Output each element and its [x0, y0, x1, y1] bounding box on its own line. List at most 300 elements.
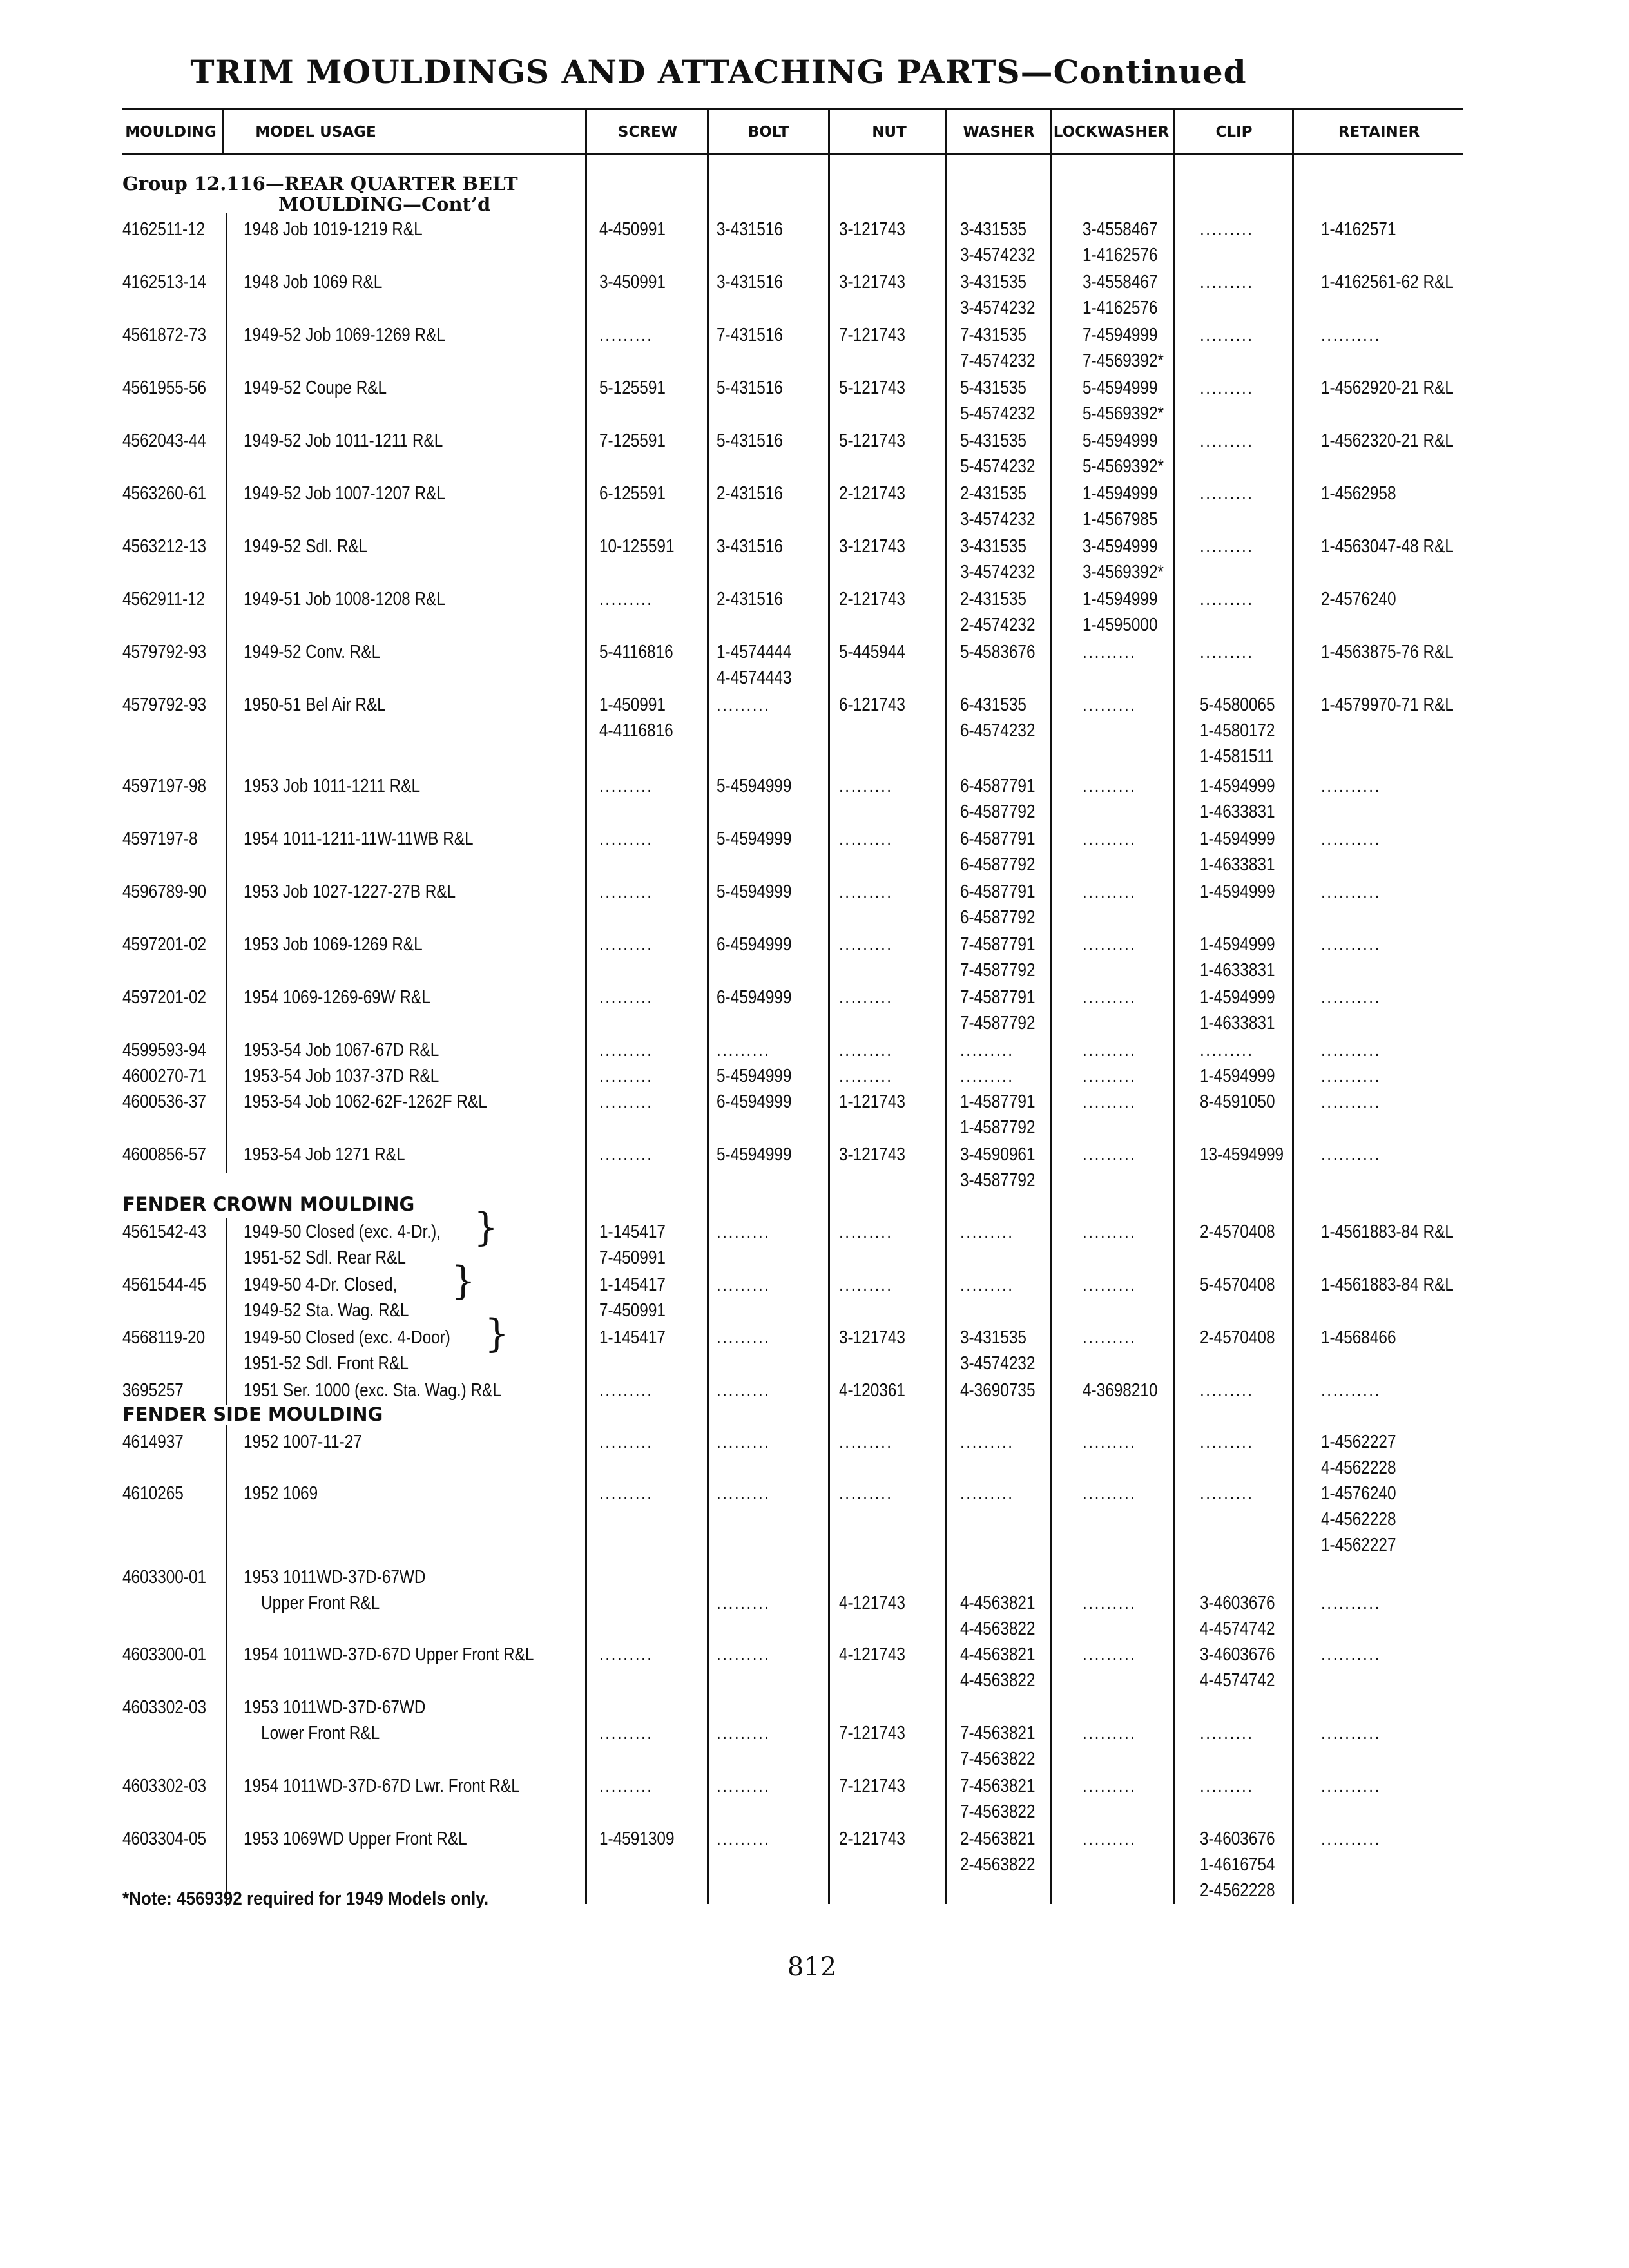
- cell-washer: 6-4587792: [960, 802, 1036, 822]
- cell-clip: 1-4594999: [1200, 1066, 1275, 1086]
- cell-moulding: 4597197-98: [122, 776, 207, 796]
- cell-washer: 6-4587792: [960, 854, 1036, 875]
- cell-model-usage: 1949-50 Closed (exc. 4-Dr.),: [244, 1222, 441, 1242]
- cell-screw: 7-450991: [599, 1300, 666, 1321]
- cell-lockwasher: 7-4594999: [1083, 325, 1158, 345]
- cell-bolt: 5-4594999: [717, 881, 792, 902]
- cell-lockwasher: 3-4569392*: [1083, 562, 1164, 582]
- cell-washer: 2-431535: [960, 483, 1027, 504]
- cell-lockwasher: 1-4594999: [1083, 589, 1158, 610]
- cell-lockwasher: .........: [1083, 776, 1137, 796]
- cell-washer: 7-4574232: [960, 351, 1036, 371]
- cell-moulding: 3695257: [122, 1380, 184, 1401]
- cell-screw: 7-450991: [599, 1247, 666, 1268]
- cell-model-usage: Upper Front R&L: [244, 1593, 380, 1613]
- header-screw: SCREW: [617, 124, 678, 140]
- cell-washer: 7-4563821: [960, 1723, 1036, 1744]
- column-rule: [945, 110, 947, 1904]
- cell-nut: .........: [839, 829, 893, 849]
- cell-lockwasher: .........: [1083, 1144, 1137, 1165]
- cell-bolt: 1-4574444: [717, 642, 792, 662]
- cell-clip: .........: [1200, 430, 1254, 451]
- cell-lockwasher: .........: [1083, 1644, 1137, 1665]
- cell-bolt: 5-431516: [717, 430, 783, 451]
- cell-model-usage: 1948 Job 1019-1219 R&L: [244, 219, 423, 240]
- cell-washer: .........: [960, 1222, 1014, 1242]
- cell-clip: 1-4580172: [1200, 720, 1275, 741]
- cell-model-usage: 1951 Ser. 1000 (exc. Sta. Wag.) R&L: [244, 1380, 501, 1401]
- cell-model-usage: 1949-52 Coupe R&L: [244, 378, 387, 398]
- cell-washer: 4-4563822: [960, 1619, 1036, 1639]
- cell-moulding: 4614937: [122, 1432, 184, 1452]
- cell-washer: 7-4563821: [960, 1776, 1036, 1796]
- cell-model-usage: 1954 1011WD-37D-67D Lwr. Front R&L: [244, 1776, 520, 1796]
- cell-retainer: ..........: [1321, 1776, 1381, 1796]
- cell-washer: 5-4583676: [960, 642, 1036, 662]
- cell-bolt: .........: [717, 695, 771, 715]
- cell-model-usage: 1949-52 Job 1011-1211 R&L: [244, 430, 443, 451]
- cell-washer: 3-431535: [960, 272, 1027, 293]
- cell-bolt: .........: [717, 1829, 771, 1849]
- cell-screw: .........: [599, 1776, 653, 1796]
- header-model-usage: MODEL USAGE: [255, 124, 376, 140]
- cell-retainer: ..........: [1321, 1091, 1381, 1112]
- cell-screw: .........: [599, 1644, 653, 1665]
- cell-screw: .........: [599, 1040, 653, 1061]
- cell-nut: .........: [839, 1066, 893, 1086]
- cell-washer: 6-4587791: [960, 829, 1036, 849]
- cell-moulding: 4603304-05: [122, 1829, 207, 1849]
- cell-screw: .........: [599, 934, 653, 955]
- cell-nut: 5-121743: [839, 430, 905, 451]
- cell-retainer: 1-4562920-21 R&L: [1321, 378, 1454, 398]
- cell-clip: .........: [1200, 325, 1254, 345]
- cell-washer: 3-431535: [960, 219, 1027, 240]
- cell-clip: .........: [1200, 1040, 1254, 1061]
- cell-lockwasher: .........: [1083, 1040, 1137, 1061]
- cell-retainer: 1-4576240: [1321, 1483, 1396, 1504]
- cell-washer: 4-4563822: [960, 1670, 1036, 1691]
- cell-lockwasher: 3-4558467: [1083, 219, 1158, 240]
- cell-model-usage: 1950-51 Bel Air R&L: [244, 695, 386, 715]
- cell-retainer: ..........: [1321, 1829, 1381, 1849]
- cell-moulding: 4597201-02: [122, 934, 207, 955]
- cell-screw: 4-4116816: [599, 720, 673, 741]
- cell-moulding: 4568119-20: [122, 1327, 206, 1348]
- cell-clip: .........: [1200, 1776, 1254, 1796]
- cell-moulding: 4579792-93: [122, 695, 207, 715]
- cell-washer: 4-4563821: [960, 1593, 1036, 1613]
- cell-washer: 7-4587791: [960, 934, 1036, 955]
- cell-lockwasher: .........: [1083, 987, 1137, 1008]
- cell-washer: 7-4587792: [960, 960, 1036, 981]
- cell-nut: 3-121743: [839, 272, 905, 293]
- cell-washer: 2-4563822: [960, 1854, 1036, 1875]
- cell-bolt: 5-4594999: [717, 1066, 792, 1086]
- cell-retainer: ..........: [1321, 1644, 1381, 1665]
- cell-bolt: .........: [717, 1432, 771, 1452]
- cell-nut: .........: [839, 1040, 893, 1061]
- cell-lockwasher: .........: [1083, 1723, 1137, 1744]
- cell-moulding: 4597201-02: [122, 987, 207, 1008]
- cell-moulding: 4162511-12: [122, 219, 206, 240]
- cell-bolt: 6-4594999: [717, 987, 792, 1008]
- header-bolt: BOLT: [747, 124, 789, 140]
- cell-lockwasher: .........: [1083, 1829, 1137, 1849]
- cell-washer: 7-4563822: [960, 1802, 1036, 1822]
- column-rule: [707, 110, 709, 1904]
- cell-retainer: 1-4563047-48 R&L: [1321, 536, 1454, 557]
- cell-nut: .........: [839, 1274, 893, 1295]
- cell-washer: 2-4563821: [960, 1829, 1036, 1849]
- cell-clip: .........: [1200, 642, 1254, 662]
- cell-washer: .........: [960, 1483, 1014, 1504]
- cell-retainer: ..........: [1321, 1380, 1381, 1401]
- cell-washer: 6-431535: [960, 695, 1027, 715]
- cell-washer: 3-4574232: [960, 562, 1036, 582]
- cell-moulding: 4600270-71: [122, 1066, 207, 1086]
- cell-bolt: 4-4574443: [717, 668, 792, 688]
- cell-model-usage: 1949-52 Sta. Wag. R&L: [244, 1300, 409, 1321]
- cell-clip: 2-4570408: [1200, 1222, 1275, 1242]
- cell-screw: 10-125591: [599, 536, 675, 557]
- cell-bolt: 3-431516: [717, 536, 783, 557]
- cell-screw: 6-125591: [599, 483, 666, 504]
- cell-moulding: 4162513-14: [122, 272, 207, 293]
- cell-retainer: ..........: [1321, 934, 1381, 955]
- page-number: 812: [787, 1952, 837, 1982]
- cell-screw: .........: [599, 1432, 653, 1452]
- cell-moulding: 4561872-73: [122, 325, 207, 345]
- cell-nut: 4-121743: [839, 1593, 905, 1613]
- cell-lockwasher: .........: [1083, 695, 1137, 715]
- cell-nut: .........: [839, 776, 893, 796]
- cell-screw: 1-450991: [599, 695, 666, 715]
- cell-clip: .........: [1200, 219, 1254, 240]
- cell-screw: .........: [599, 1144, 653, 1165]
- cell-washer: 4-4563821: [960, 1644, 1036, 1665]
- brace: }: [474, 1205, 499, 1250]
- cell-washer: .........: [960, 1274, 1014, 1295]
- header-bottom-rule: [122, 153, 1463, 155]
- cell-clip: 3-4603676: [1200, 1829, 1275, 1849]
- section-heading: FENDER CROWN MOULDING: [122, 1193, 415, 1215]
- cell-model-usage: 1948 Job 1069 R&L: [244, 272, 383, 293]
- cell-lockwasher: 5-4569392*: [1083, 456, 1164, 477]
- cell-lockwasher: 1-4162576: [1083, 298, 1158, 318]
- cell-bolt: 3-431516: [717, 219, 783, 240]
- cell-screw: 5-4116816: [599, 642, 673, 662]
- cell-screw: .........: [599, 829, 653, 849]
- cell-retainer: 1-4162561-62 R&L: [1321, 272, 1454, 293]
- cell-retainer: 1-4563875-76 R&L: [1321, 642, 1454, 662]
- cell-washer: 3-4590961: [960, 1144, 1036, 1165]
- cell-lockwasher: 4-3698210: [1083, 1380, 1158, 1401]
- cell-lockwasher: 1-4567985: [1083, 509, 1158, 530]
- cell-nut: 3-121743: [839, 219, 905, 240]
- cell-nut: .........: [839, 987, 893, 1008]
- cell-nut: 6-121743: [839, 695, 905, 715]
- cell-screw: 3-450991: [599, 272, 666, 293]
- header-washer: WASHER: [963, 124, 1035, 140]
- cell-nut: .........: [839, 1432, 893, 1452]
- cell-retainer: 1-4562227: [1321, 1535, 1396, 1555]
- cell-bolt: .........: [717, 1327, 771, 1348]
- cell-lockwasher: .........: [1083, 1483, 1137, 1504]
- cell-moulding: 4603300-01: [122, 1567, 207, 1588]
- cell-screw: .........: [599, 1066, 653, 1086]
- cell-washer: 3-4587792: [960, 1170, 1036, 1191]
- cell-lockwasher: .........: [1083, 829, 1137, 849]
- cell-model-usage: 1953-54 Job 1067-67D R&L: [244, 1040, 439, 1061]
- cell-washer: 5-431535: [960, 378, 1027, 398]
- cell-bolt: .........: [717, 1593, 771, 1613]
- cell-moulding: 4563212-13: [122, 536, 207, 557]
- header-nut: NUT: [872, 124, 907, 140]
- cell-washer: 7-4587792: [960, 1013, 1036, 1033]
- cell-bolt: 2-431516: [717, 483, 783, 504]
- cell-lockwasher: .........: [1083, 934, 1137, 955]
- cell-moulding: 4579792-93: [122, 642, 207, 662]
- cell-nut: 3-121743: [839, 536, 905, 557]
- cell-clip: 13-4594999: [1200, 1144, 1284, 1165]
- cell-model-usage: 1952 1069: [244, 1483, 318, 1504]
- cell-model-usage: 1951-52 Sdl. Front R&L: [244, 1353, 409, 1374]
- cell-model-usage: 1949-52 Job 1007-1207 R&L: [244, 483, 445, 504]
- cell-clip: .........: [1200, 589, 1254, 610]
- cell-washer: 7-4563822: [960, 1749, 1036, 1769]
- cell-retainer: 1-4561883-84 R&L: [1321, 1222, 1454, 1242]
- page-title: TRIM MOULDINGS AND ATTACHING PARTS—Continued: [190, 53, 1247, 91]
- cell-nut: 5-121743: [839, 378, 905, 398]
- cell-screw: .........: [599, 987, 653, 1008]
- moulding-column-rule: [226, 213, 227, 1173]
- cell-clip: 1-4633831: [1200, 802, 1275, 822]
- cell-moulding: 4600856-57: [122, 1144, 207, 1165]
- brace: }: [485, 1311, 510, 1356]
- cell-clip: 1-4594999: [1200, 881, 1275, 902]
- cell-bolt: 5-4594999: [717, 829, 792, 849]
- cell-lockwasher: .........: [1083, 1327, 1137, 1348]
- cell-moulding: 4603300-01: [122, 1644, 207, 1665]
- cell-moulding: 4603302-03: [122, 1776, 207, 1796]
- cell-bolt: .........: [717, 1380, 771, 1401]
- cell-lockwasher: 5-4569392*: [1083, 403, 1164, 424]
- cell-model-usage: 1953-54 Job 1062-62F-1262F R&L: [244, 1091, 487, 1112]
- cell-moulding: 4561542-43: [122, 1222, 207, 1242]
- cell-moulding: 4599593-94: [122, 1040, 207, 1061]
- cell-clip: 4-4574742: [1200, 1670, 1275, 1691]
- cell-nut: .........: [839, 1222, 893, 1242]
- cell-model-usage: 1949-52 Job 1069-1269 R&L: [244, 325, 445, 345]
- cell-model-usage: 1949-50 Closed (exc. 4-Door): [244, 1327, 450, 1348]
- cell-retainer: ..........: [1321, 881, 1381, 902]
- cell-model-usage: 1953 1011WD-37D-67WD: [244, 1567, 426, 1588]
- cell-model-usage: Lower Front R&L: [244, 1723, 380, 1744]
- cell-moulding: 4610265: [122, 1483, 184, 1504]
- cell-retainer: ..........: [1321, 1144, 1381, 1165]
- cell-clip: 1-4633831: [1200, 854, 1275, 875]
- cell-moulding: 4562911-12: [122, 589, 206, 610]
- column-rule: [222, 110, 224, 153]
- cell-clip: .........: [1200, 1380, 1254, 1401]
- cell-clip: .........: [1200, 378, 1254, 398]
- cell-lockwasher: .........: [1083, 1432, 1137, 1452]
- cell-screw: 4-450991: [599, 219, 666, 240]
- cell-clip: 1-4594999: [1200, 776, 1275, 796]
- cell-washer: 6-4587791: [960, 776, 1036, 796]
- cell-moulding: 4596789-90: [122, 881, 207, 902]
- cell-moulding: 4562043-44: [122, 430, 207, 451]
- cell-bolt: .........: [717, 1483, 771, 1504]
- cell-retainer: ..........: [1321, 325, 1381, 345]
- cell-model-usage: 1949-51 Job 1008-1208 R&L: [244, 589, 445, 610]
- header-clip: CLIP: [1215, 124, 1253, 140]
- cell-washer: 2-431535: [960, 589, 1027, 610]
- cell-washer: 6-4574232: [960, 720, 1036, 741]
- cell-bolt: .........: [717, 1776, 771, 1796]
- cell-retainer: 1-4561883-84 R&L: [1321, 1274, 1454, 1295]
- cell-model-usage: 1953 Job 1069-1269 R&L: [244, 934, 423, 955]
- cell-retainer: 4-4562228: [1321, 1457, 1396, 1478]
- cell-screw: 1-4591309: [599, 1829, 675, 1849]
- cell-clip: .........: [1200, 483, 1254, 504]
- brace: }: [451, 1258, 476, 1303]
- cell-lockwasher: 5-4594999: [1083, 378, 1158, 398]
- cell-washer: .........: [960, 1432, 1014, 1452]
- column-rule: [585, 110, 587, 1904]
- section-heading: FENDER SIDE MOULDING: [122, 1403, 383, 1425]
- cell-screw: .........: [599, 776, 653, 796]
- cell-screw: .........: [599, 1723, 653, 1744]
- cell-washer: 3-4574232: [960, 509, 1036, 530]
- header-top-rule: [122, 108, 1463, 110]
- cell-moulding: 4603302-03: [122, 1697, 207, 1718]
- cell-screw: .........: [599, 881, 653, 902]
- cell-clip: 1-4616754: [1200, 1854, 1275, 1875]
- cell-clip: 2-4562228: [1200, 1880, 1275, 1901]
- section-heading: MOULDING—Cont’d: [278, 193, 491, 215]
- cell-moulding: 4600536-37: [122, 1091, 207, 1112]
- header-retainer: RETAINER: [1338, 124, 1420, 140]
- cell-washer: 3-4574232: [960, 298, 1036, 318]
- cell-screw: 5-125591: [599, 378, 666, 398]
- cell-washer: 4-3690735: [960, 1380, 1036, 1401]
- cell-retainer: ..........: [1321, 1723, 1381, 1744]
- cell-nut: 7-121743: [839, 1776, 905, 1796]
- cell-clip: 1-4594999: [1200, 987, 1275, 1008]
- cell-bolt: 6-4594999: [717, 1091, 792, 1112]
- cell-nut: .........: [839, 1483, 893, 1504]
- cell-lockwasher: 1-4594999: [1083, 483, 1158, 504]
- cell-clip: 8-4591050: [1200, 1091, 1275, 1112]
- cell-lockwasher: 7-4569392*: [1083, 351, 1164, 371]
- cell-model-usage: 1953 Job 1011-1211 R&L: [244, 776, 421, 796]
- cell-lockwasher: .........: [1083, 1066, 1137, 1086]
- cell-bolt: 3-431516: [717, 272, 783, 293]
- cell-moulding: 4597197-8: [122, 829, 198, 849]
- cell-retainer: ..........: [1321, 987, 1381, 1008]
- cell-bolt: .........: [717, 1222, 771, 1242]
- cell-model-usage: 1953 1011WD-37D-67WD: [244, 1697, 426, 1718]
- cell-washer: 1-4587791: [960, 1091, 1036, 1112]
- cell-washer: .........: [960, 1066, 1014, 1086]
- cell-clip: 1-4594999: [1200, 934, 1275, 955]
- cell-moulding: 4561955-56: [122, 378, 207, 398]
- cell-clip: .........: [1200, 1483, 1254, 1504]
- cell-screw: .........: [599, 1091, 653, 1112]
- cell-model-usage: 1949-52 Conv. R&L: [244, 642, 381, 662]
- header-lockwasher: LOCKWASHER: [1053, 124, 1170, 140]
- column-rule: [1050, 110, 1052, 1904]
- cell-nut: .........: [839, 881, 893, 902]
- cell-clip: 1-4581511: [1200, 746, 1274, 767]
- cell-retainer: ..........: [1321, 776, 1381, 796]
- cell-screw: .........: [599, 325, 653, 345]
- cell-washer: 2-4574232: [960, 615, 1036, 635]
- cell-retainer: 1-4562320-21 R&L: [1321, 430, 1454, 451]
- column-rule: [1292, 110, 1294, 1904]
- cell-nut: 3-121743: [839, 1327, 905, 1348]
- column-rule: [1173, 110, 1175, 1904]
- cell-nut: 1-121743: [839, 1091, 905, 1112]
- cell-nut: .........: [839, 934, 893, 955]
- cell-retainer: ..........: [1321, 1066, 1381, 1086]
- cell-model-usage: 1951-52 Sdl. Rear R&L: [244, 1247, 406, 1268]
- cell-clip: .........: [1200, 536, 1254, 557]
- cell-nut: 2-121743: [839, 1829, 905, 1849]
- cell-model-usage: 1954 1011WD-37D-67D Upper Front R&L: [244, 1644, 534, 1665]
- cell-washer: 3-431535: [960, 1327, 1027, 1348]
- moulding-column-rule: [226, 1425, 227, 1906]
- cell-lockwasher: .........: [1083, 1593, 1137, 1613]
- cell-lockwasher: .........: [1083, 1222, 1137, 1242]
- moulding-column-rule: [226, 1218, 227, 1405]
- cell-clip: .........: [1200, 1723, 1254, 1744]
- cell-bolt: .........: [717, 1040, 771, 1061]
- cell-model-usage: 1953-54 Job 1037-37D R&L: [244, 1066, 439, 1086]
- cell-bolt: 2-431516: [717, 589, 783, 610]
- cell-clip: 1-4633831: [1200, 960, 1275, 981]
- cell-lockwasher: .........: [1083, 1776, 1137, 1796]
- cell-nut: 7-121743: [839, 325, 905, 345]
- cell-washer: 3-4574232: [960, 245, 1036, 265]
- cell-washer: 7-431535: [960, 325, 1027, 345]
- cell-clip: 4-4574742: [1200, 1619, 1275, 1639]
- cell-retainer: ..........: [1321, 829, 1381, 849]
- cell-nut: 5-445944: [839, 642, 905, 662]
- cell-bolt: .........: [717, 1644, 771, 1665]
- footnote: *Note: 4569392 required for 1949 Models only.: [122, 1888, 489, 1909]
- cell-retainer: 1-4162571: [1321, 219, 1396, 240]
- header-moulding: MOULDING: [125, 124, 217, 140]
- cell-bolt: 5-4594999: [717, 1144, 792, 1165]
- cell-screw: 7-125591: [599, 430, 666, 451]
- cell-screw: .........: [599, 1380, 653, 1401]
- cell-washer: 5-4574232: [960, 403, 1036, 424]
- cell-clip: 1-4594999: [1200, 829, 1275, 849]
- cell-lockwasher: .........: [1083, 881, 1137, 902]
- cell-retainer: 1-4562227: [1321, 1432, 1396, 1452]
- cell-nut: 7-121743: [839, 1723, 905, 1744]
- cell-washer: 3-4574232: [960, 1353, 1036, 1374]
- cell-retainer: 1-4568466: [1321, 1327, 1396, 1348]
- cell-nut: 2-121743: [839, 589, 905, 610]
- cell-retainer: 4-4562228: [1321, 1509, 1396, 1530]
- cell-bolt: 5-4594999: [717, 776, 792, 796]
- cell-nut: 3-121743: [839, 1144, 905, 1165]
- cell-bolt: 5-431516: [717, 378, 783, 398]
